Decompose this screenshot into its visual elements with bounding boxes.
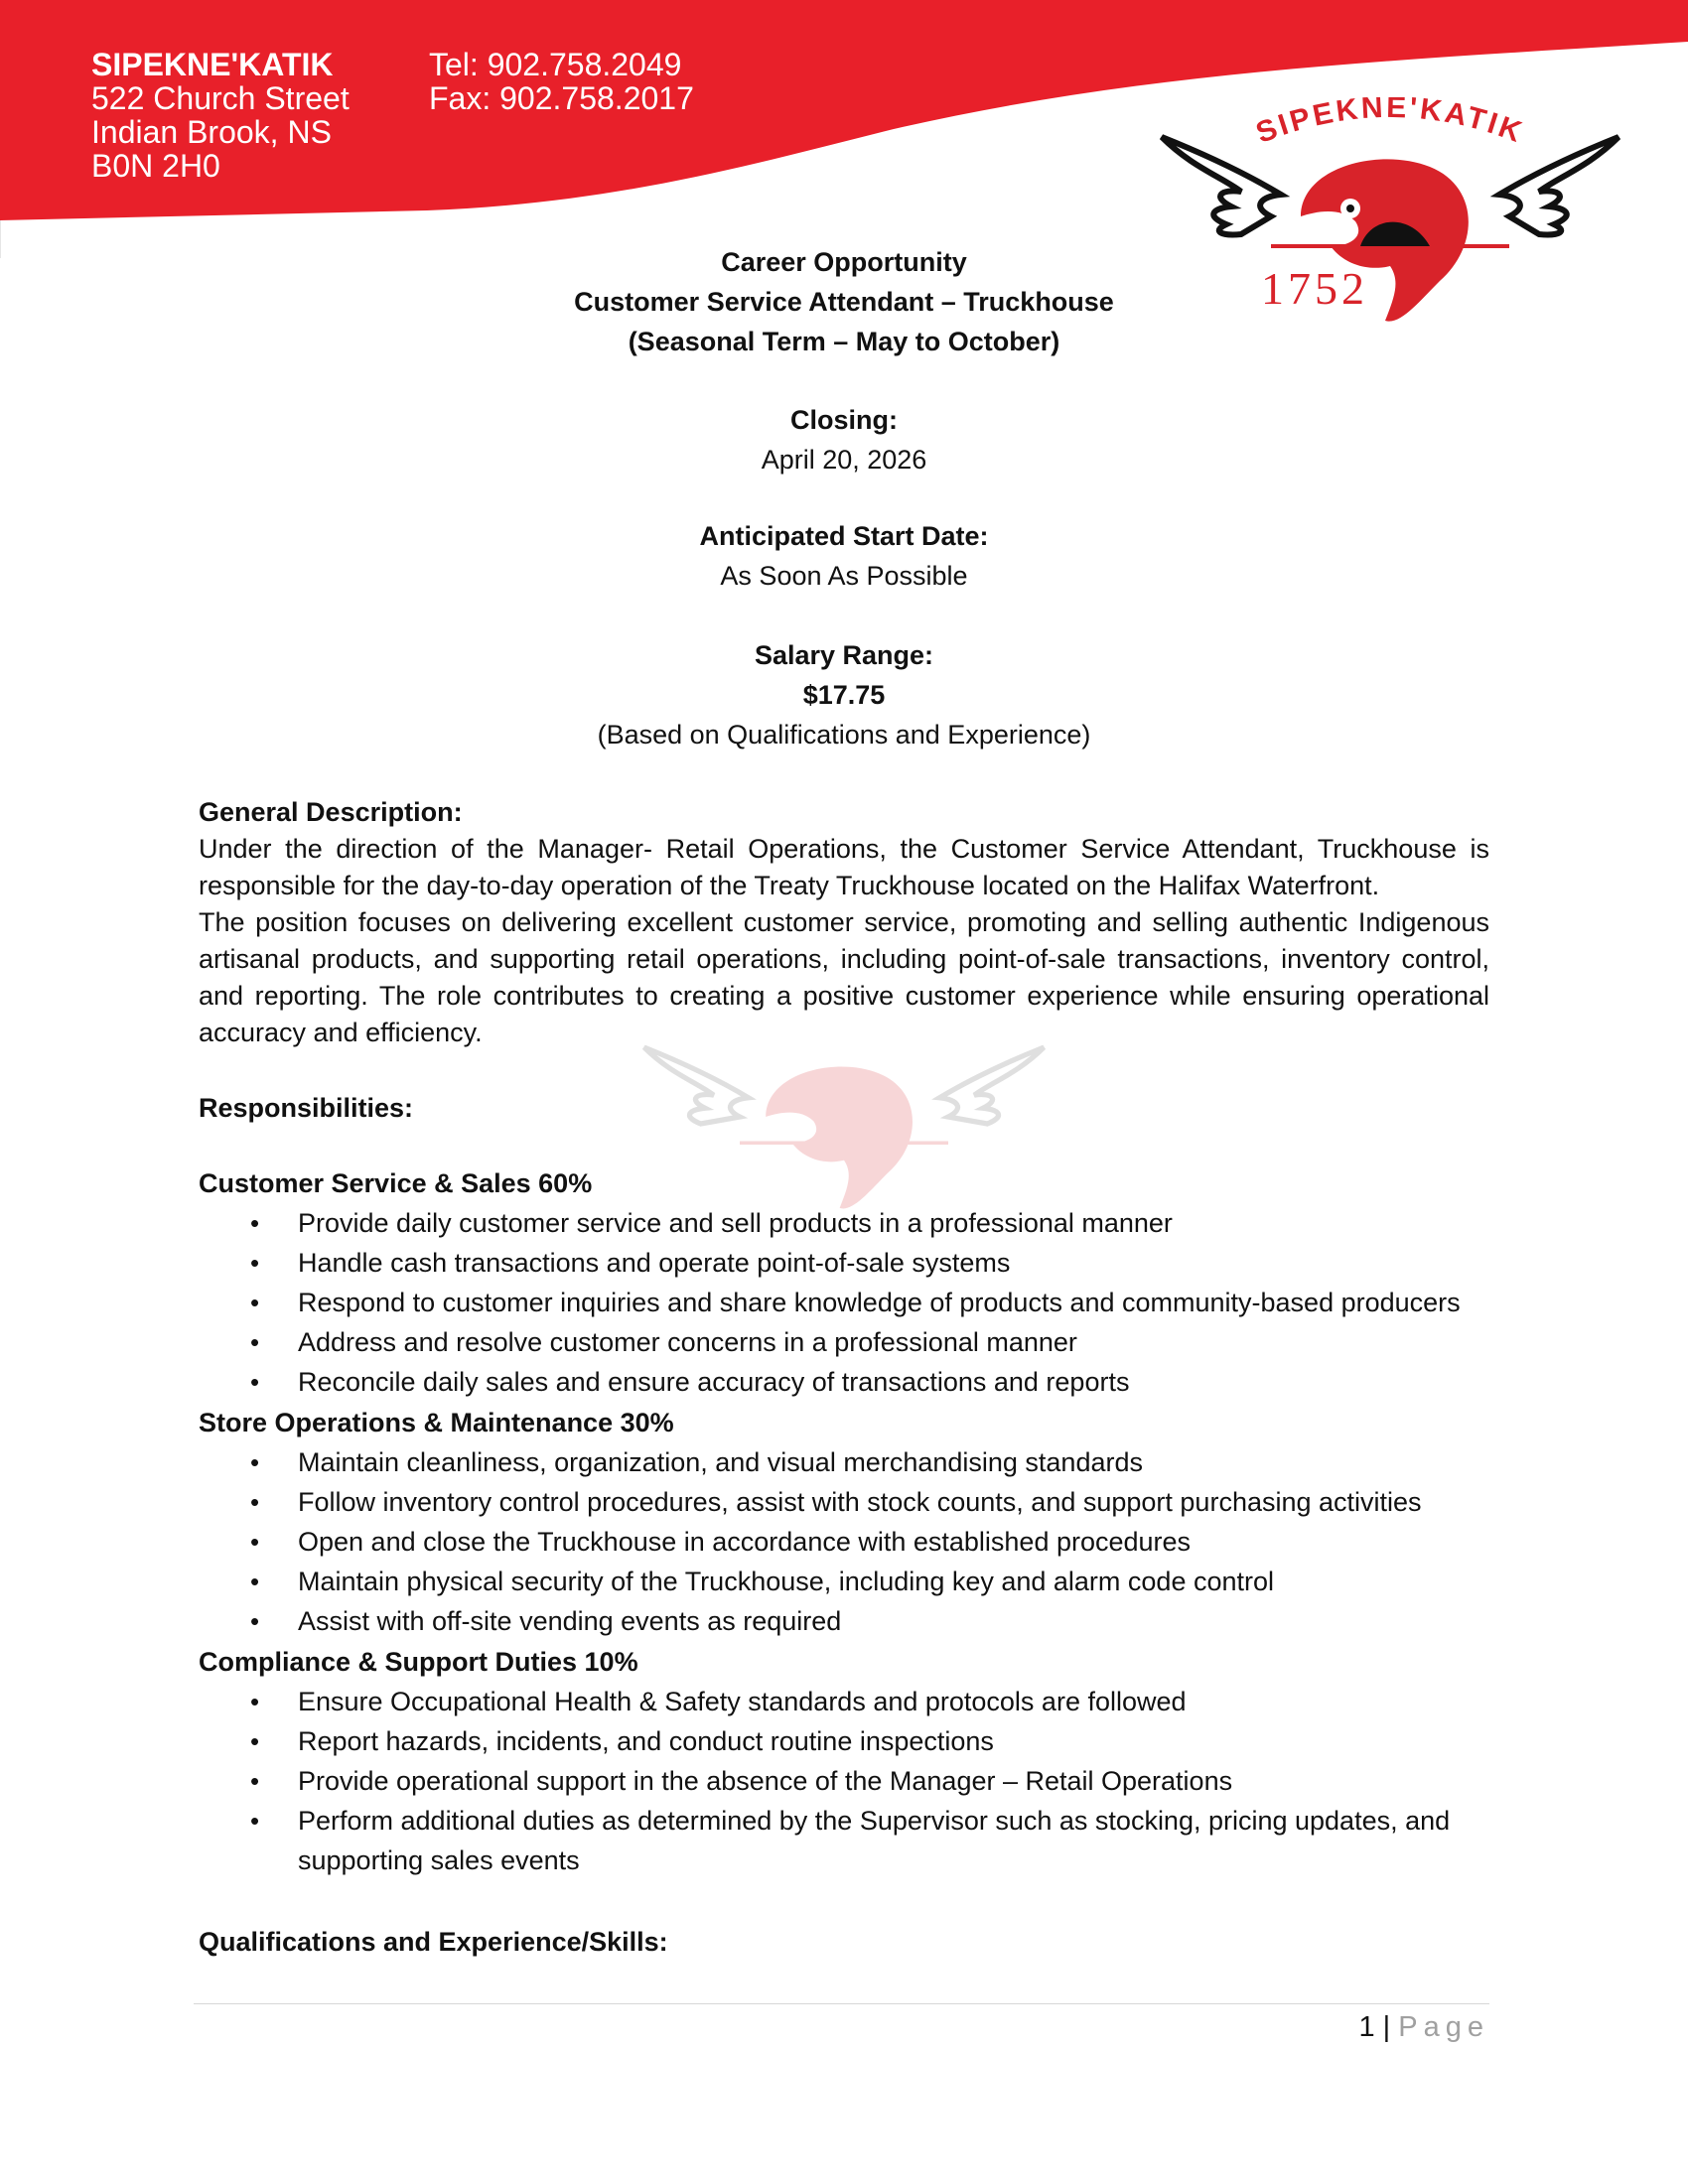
closing-date: April 20, 2026: [761, 445, 927, 475]
address-city: Indian Brook, NS: [91, 114, 332, 150]
responsibilities-heading-wrap: [199, 1090, 1489, 1127]
start-date-value: As Soon As Possible: [720, 561, 968, 591]
list-item: • Open and close the Truckhouse in accordance with established procedures: [199, 1522, 1489, 1562]
general-description: [199, 794, 1489, 1051]
letterhead-address: [91, 48, 350, 183]
closing-label: Closing:: [790, 405, 898, 435]
list-item: • Perform additional duties as determined by the Supervisor such as stocking, pricing updates, and supporting sales events: [199, 1801, 1489, 1880]
general-description-paragraph-1: Under the direction of the Manager- Retail Operations, the Customer Service Attendant, Truckhouse is responsible for the day-to-day operation of the Treaty Truckhouse located on the Halifax Waterfront.: [199, 834, 1489, 900]
section-title: Compliance & Support Duties 10%: [199, 1647, 638, 1677]
footer-divider: [194, 2003, 1489, 2004]
list-item: • Respond to customer inquiries and share knowledge of products and community-based producers: [199, 1283, 1489, 1322]
address-street: 522 Church Street: [91, 80, 350, 116]
qualifications-heading-wrap: [199, 1924, 1489, 1961]
closing-block: [0, 400, 1688, 479]
list-item: • Maintain physical security of the Truckhouse, including key and alarm code control: [199, 1562, 1489, 1601]
list-item: • Maintain cleanliness, organization, and visual merchandising standards: [199, 1442, 1489, 1482]
section-title: Store Operations & Maintenance 30%: [199, 1408, 674, 1437]
list-item: • Ensure Occupational Health & Safety standards and protocols are followed: [199, 1682, 1489, 1721]
section-store-operations: [199, 1403, 1489, 1641]
svg-text:SIPEKNE'KATIK: SIPEKNE'KATIK: [1251, 97, 1529, 150]
list-item: • Reconcile daily sales and ensure accuracy of transactions and reports: [199, 1362, 1489, 1402]
org-name: SIPEKNE'KATIK: [91, 47, 334, 82]
salary-note: (Based on Qualifications and Experience): [597, 720, 1091, 750]
svg-text:1752: 1752: [1261, 263, 1368, 314]
salary-block: [0, 635, 1688, 754]
salary-label: Salary Range:: [754, 640, 934, 670]
job-title: Customer Service Attendant – Truckhouse: [574, 287, 1114, 317]
list-item: • Report hazards, incidents, and conduct routine inspections: [199, 1721, 1489, 1761]
address-postal: B0N 2H0: [91, 148, 220, 184]
list-item: • Handle cash transactions and operate point-of-sale systems: [199, 1243, 1489, 1283]
qualifications-heading: Qualifications and Experience/Skills:: [199, 1927, 668, 1957]
phone-number: Tel: 902.758.2049: [429, 47, 682, 82]
letterhead-contact: [429, 48, 694, 115]
list-item: • Provide operational support in the absence of the Manager – Retail Operations: [199, 1761, 1489, 1801]
general-description-heading: General Description:: [199, 797, 463, 827]
page-separator: |: [1382, 2011, 1391, 2043]
page-number: 1: [1358, 2011, 1375, 2043]
list-item: • Address and resolve customer concerns in a professional manner: [199, 1322, 1489, 1362]
salary-value: $17.75: [802, 680, 886, 710]
list-item: • Assist with off-site vending events as required: [199, 1601, 1489, 1641]
page-footer: [1350, 2011, 1489, 2044]
start-date-label: Anticipated Start Date:: [699, 521, 989, 551]
section-compliance: [199, 1642, 1489, 1880]
responsibilities-heading: Responsibilities:: [199, 1093, 414, 1123]
job-term: (Seasonal Term – May to October): [628, 327, 1060, 356]
fax-number: Fax: 902.758.2017: [429, 80, 694, 116]
list-item: • Provide daily customer service and sell products in a professional manner: [199, 1203, 1489, 1243]
general-description-paragraph-2: The position focuses on delivering excellent customer service, promoting and selling authentic Indigenous artisanal products, and supporting retail operations, including point-of-sale transactions, inventory control, and reporting. The role contributes to creating a positive customer experience while ensuring operational accuracy and efficiency.: [199, 907, 1489, 1047]
bullet-list: [199, 1203, 1489, 1402]
section-title: Customer Service & Sales 60%: [199, 1168, 593, 1198]
career-opportunity-label: Career Opportunity: [721, 247, 967, 277]
bullet-list: [199, 1442, 1489, 1641]
job-title-block: [0, 242, 1688, 361]
section-customer-service: [199, 1163, 1489, 1402]
start-date-block: [0, 516, 1688, 596]
bullet-list: [199, 1682, 1489, 1880]
list-item: • Follow inventory control procedures, assist with stock counts, and support purchasing activities: [199, 1482, 1489, 1522]
page-word: Page: [1398, 2011, 1489, 2043]
